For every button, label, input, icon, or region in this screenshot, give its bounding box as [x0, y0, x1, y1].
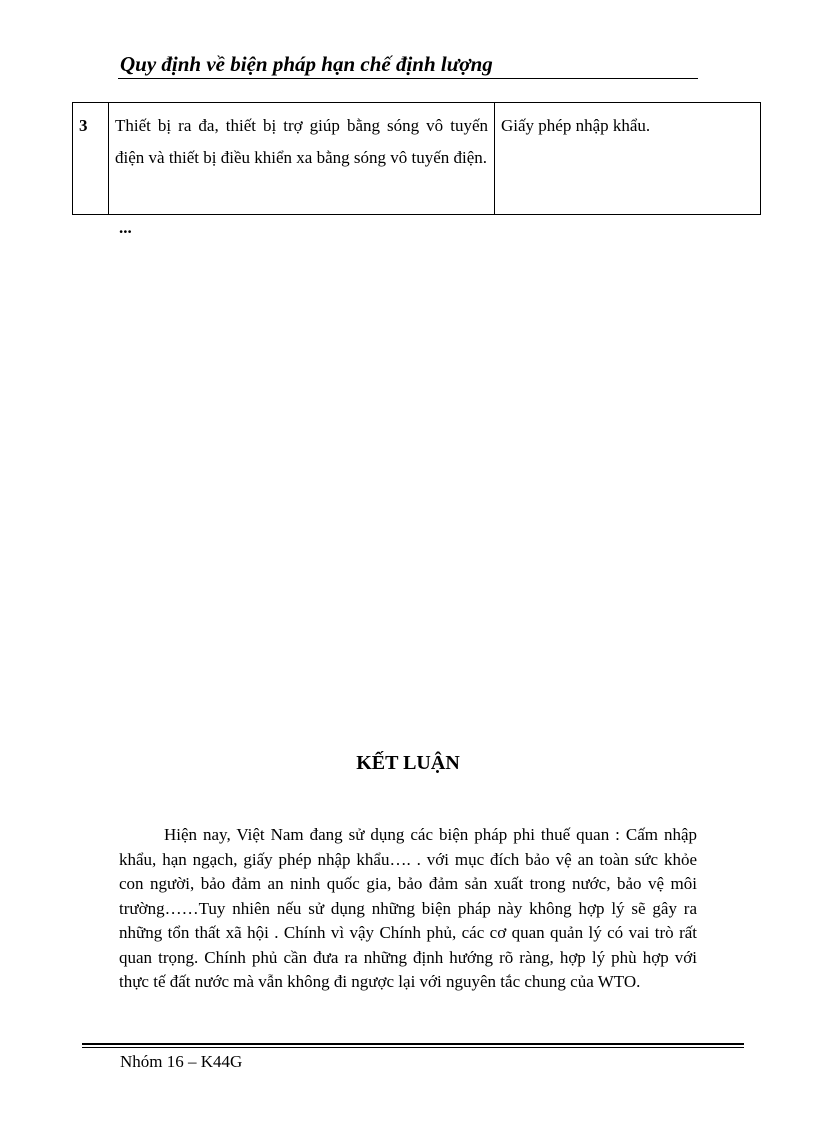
- header-divider: [118, 78, 698, 79]
- requirement-cell: Giấy phép nhập khẩu.: [495, 103, 761, 215]
- conclusion-paragraph: Hiện nay, Việt Nam đang sử dụng các biện pháp phi thuế quan : Cấm nhập khẩu, hạn ngạch, giấy phép nhập khẩu…. . với mục đích bảo vệ an toàn sức khỏe con người, bảo đảm an ninh quốc gia, bảo đảm sản xuất trong nước, bảo vệ môi trường……Tuy nhiên nếu sử dụng những biện pháp này không hợp lý sẽ gây ra những tổn thất xã hội . Chính vì vậy Chính phủ, các cơ quan quản lý có vai trò rất quan trọng. Chính phủ cần đưa ra những định hướng rõ ràng, hợp lý phù hợp với thực tế đất nước mà vẫn không đi ngược lại với nguyên tắc chung của WTO.: [119, 825, 697, 991]
- conclusion-heading: KẾT LUẬN: [356, 752, 460, 774]
- footer-divider-thick: [82, 1043, 744, 1045]
- footer-group-label: Nhóm 16 – K44G: [120, 1052, 243, 1071]
- page-header-title: Quy định về biện pháp hạn chế định lượng: [120, 52, 493, 76]
- footer-divider-thin: [82, 1047, 744, 1048]
- row-number: 3: [73, 103, 109, 215]
- continuation-ellipsis: ...: [119, 218, 132, 237]
- table-row: [73, 103, 761, 215]
- regulation-table: [72, 102, 761, 215]
- item-description: Thiết bị ra đa, thiết bị trợ giúp bằng sóng vô tuyến điện và thiết bị điều khiển xa bằng sóng vô tuyến điện.: [109, 103, 495, 215]
